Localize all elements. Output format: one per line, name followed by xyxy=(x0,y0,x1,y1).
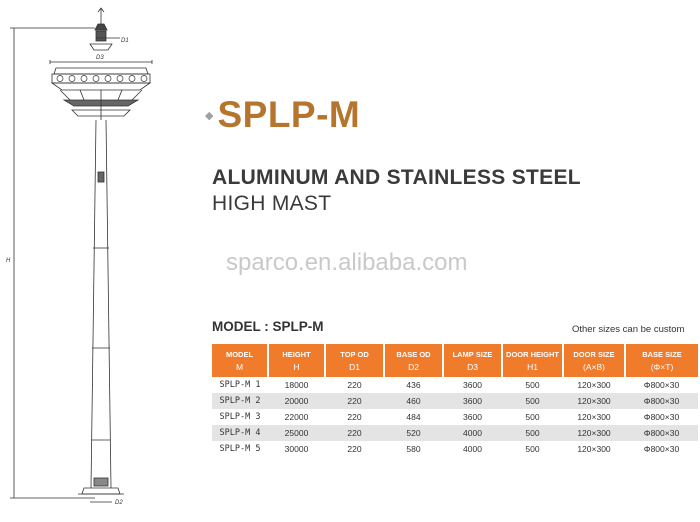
product-title: SPLP-M xyxy=(217,94,361,135)
cell-lamp-size: 4000 xyxy=(463,444,482,454)
cell-top-od: 220 xyxy=(325,393,384,409)
cell-door-size: 120×300 xyxy=(563,425,625,441)
header-lamp-size: LAMP SIZE D3 xyxy=(443,344,502,377)
cell-top-od: 220 xyxy=(347,444,362,454)
watermark: sparco.en.alibaba.com xyxy=(226,249,468,276)
diamond-bullet-icon: ◆ xyxy=(205,108,214,122)
pole-left-edge xyxy=(91,120,96,488)
cell-base-od: 484 xyxy=(406,412,421,422)
high-mast-drawing xyxy=(0,0,200,522)
cell-model: SPLP-M 2 xyxy=(212,393,268,409)
h-label: H xyxy=(6,258,11,264)
header-base-size: BASE SIZE (Φ×T) xyxy=(625,344,698,377)
cell-base-size: Φ800×30 xyxy=(625,393,698,409)
cell-top-od: 220 xyxy=(347,412,362,422)
cell-top-od: 220 xyxy=(325,425,384,441)
header-base-od: BASE OD D2 xyxy=(384,344,443,377)
subtitle-light: HIGH MAST xyxy=(212,192,332,215)
cell-height: 30000 xyxy=(284,444,309,454)
d2-label: D2 xyxy=(115,500,123,506)
cell-height: 20000 xyxy=(268,393,325,409)
cell-base-size: Φ800×30 xyxy=(643,412,680,422)
header-door-height: DOOR HEIGHT H1 xyxy=(502,344,563,377)
cell-door-height: 500 xyxy=(525,380,540,390)
cell-base-od: 520 xyxy=(384,425,443,441)
cell-lamp-size: 3600 xyxy=(443,393,502,409)
spec-table xyxy=(212,344,698,457)
table-row xyxy=(212,441,698,457)
cell-door-height: 500 xyxy=(525,412,540,422)
pole-right-edge xyxy=(106,120,111,488)
cell-door-height: 500 xyxy=(525,444,540,454)
model-label: MODEL : SPLP-M xyxy=(212,319,324,334)
cell-lamp-size: 3600 xyxy=(463,412,482,422)
cell-door-size: 120×300 xyxy=(577,444,611,454)
table-header-row xyxy=(212,344,698,377)
subtitle-bold: ALUMINUM AND STAINLESS STEEL xyxy=(212,166,581,189)
d3-label: D3 xyxy=(96,55,104,61)
header-height: HEIGHT H xyxy=(268,344,325,377)
cell-base-size: Φ800×30 xyxy=(643,380,680,390)
cell-door-size: 120×300 xyxy=(563,393,625,409)
cell-door-height: 500 xyxy=(502,393,563,409)
custom-sizes-note: Other sizes can be custom xyxy=(572,324,685,335)
cell-height: 25000 xyxy=(268,425,325,441)
cell-model: SPLP-M 5 xyxy=(219,444,261,454)
header-top-od: TOP OD D1 xyxy=(325,344,384,377)
cell-base-od: 580 xyxy=(406,444,421,454)
cell-model: SPLP-M 1 xyxy=(219,380,261,390)
cell-door-height: 500 xyxy=(502,425,563,441)
cell-base-od: 436 xyxy=(406,380,421,390)
cell-model: SPLP-M 4 xyxy=(212,425,268,441)
table-row xyxy=(212,393,698,409)
cell-height: 22000 xyxy=(284,412,309,422)
table-row xyxy=(212,409,698,425)
title-row xyxy=(205,94,360,136)
cell-base-size: Φ800×30 xyxy=(643,444,680,454)
d1-label: D1 xyxy=(121,38,129,44)
table-row xyxy=(212,377,698,393)
cell-top-od: 220 xyxy=(347,380,362,390)
table-row xyxy=(212,425,698,441)
cell-base-size: Φ800×30 xyxy=(625,425,698,441)
cell-door-size: 120×300 xyxy=(577,412,611,422)
header-door-size: DOOR SIZE (A×B) xyxy=(563,344,625,377)
cell-base-od: 460 xyxy=(384,393,443,409)
header-model: MODEL M xyxy=(212,344,268,377)
cell-lamp-size: 3600 xyxy=(463,380,482,390)
cell-height: 18000 xyxy=(284,380,309,390)
cell-lamp-size: 4000 xyxy=(443,425,502,441)
cell-model: SPLP-M 3 xyxy=(219,412,261,422)
cell-door-size: 120×300 xyxy=(577,380,611,390)
